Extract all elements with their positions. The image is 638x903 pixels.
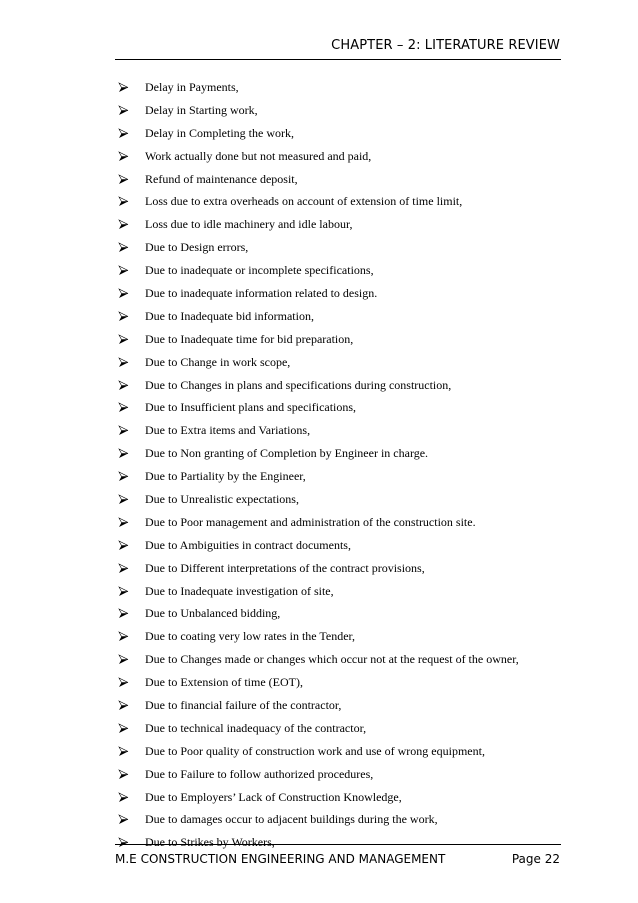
list-item-text: Due to Poor quality of construction work and use of wrong equipment, [145, 743, 485, 758]
list-item [118, 831, 568, 854]
header-divider [115, 59, 561, 60]
list-item [118, 557, 568, 580]
list-item-text: Due to Changes made or changes which occur not at the request of the owner, [145, 652, 519, 667]
arrow-bullet-icon [118, 288, 129, 299]
list-item [118, 328, 568, 351]
list-item-text: Due to Failure to follow authorized procedures, [145, 766, 374, 781]
list-item [118, 259, 568, 282]
list-item [118, 465, 568, 488]
list-item [118, 648, 568, 671]
list-item-text: Due to Design errors, [145, 240, 249, 255]
arrow-bullet-icon [118, 219, 129, 230]
list-item [118, 282, 568, 305]
arrow-bullet-icon [118, 174, 129, 185]
list-item-text: Due to coating very low rates in the Tender, [145, 629, 356, 644]
list-item [118, 99, 568, 122]
arrow-bullet-icon [118, 357, 129, 368]
list-item [118, 602, 568, 625]
list-item [118, 145, 568, 168]
bullet-list [118, 76, 568, 854]
list-item-text: Due to Inadequate investigation of site, [145, 583, 334, 598]
arrow-bullet-icon [118, 471, 129, 482]
list-item [118, 511, 568, 534]
list-item-text: Due to Employers’ Lack of Construction Knowledge, [145, 789, 402, 804]
arrow-bullet-icon [118, 723, 129, 734]
list-item-text: Due to Changes in plans and specifications during construction, [145, 377, 452, 392]
footer-course-title: M.E CONSTRUCTION ENGINEERING AND MANAGEMENT [115, 852, 446, 866]
arrow-bullet-icon [118, 82, 129, 93]
list-item [118, 351, 568, 374]
arrow-bullet-icon [118, 128, 129, 139]
list-item-text: Due to Strikes by Workers, [145, 835, 275, 850]
list-item [118, 374, 568, 397]
list-item-text: Due to technical inadequacy of the contractor, [145, 720, 367, 735]
list-item-text: Loss due to extra overheads on account of extension of time limit, [145, 194, 463, 209]
list-item [118, 122, 568, 145]
list-item [118, 717, 568, 740]
footer-divider [115, 844, 561, 845]
arrow-bullet-icon [118, 494, 129, 505]
list-item [118, 168, 568, 191]
list-item [118, 236, 568, 259]
list-item [118, 740, 568, 763]
arrow-bullet-icon [118, 837, 129, 848]
arrow-bullet-icon [118, 311, 129, 322]
list-item [118, 671, 568, 694]
list-item-text: Due to Inadequate time for bid preparation, [145, 331, 354, 346]
list-item-text: Delay in Completing the work, [145, 125, 294, 140]
list-item-text: Refund of maintenance deposit, [145, 171, 298, 186]
arrow-bullet-icon [118, 746, 129, 757]
list-item-text: Due to Insufficient plans and specifications, [145, 400, 357, 415]
list-item-text: Due to Change in work scope, [145, 354, 291, 369]
list-item [118, 694, 568, 717]
footer-page-number: Page 22 [511, 852, 560, 866]
list-item-text: Loss due to idle machinery and idle labour, [145, 217, 353, 232]
arrow-bullet-icon [118, 448, 129, 459]
list-item [118, 213, 568, 236]
list-item [118, 442, 568, 465]
list-item-text: Due to inadequate or incomplete specifications, [145, 263, 374, 278]
arrow-bullet-icon [118, 769, 129, 780]
arrow-bullet-icon [118, 792, 129, 803]
list-item-text: Due to Inadequate bid information, [145, 308, 314, 323]
list-item [118, 786, 568, 809]
arrow-bullet-icon [118, 265, 129, 276]
arrow-bullet-icon [118, 586, 129, 597]
list-item-text: Due to inadequate information related to design. [145, 285, 378, 300]
arrow-bullet-icon [118, 677, 129, 688]
arrow-bullet-icon [118, 654, 129, 665]
list-item-text: Delay in Starting work, [145, 102, 258, 117]
arrow-bullet-icon [118, 700, 129, 711]
list-item-text: Delay in Payments, [145, 79, 239, 94]
list-item [118, 625, 568, 648]
list-item-text: Due to Extra items and Variations, [145, 423, 311, 438]
list-item-text: Due to Extension of time (EOT), [145, 675, 303, 690]
list-item-text: Due to Different interpretations of the contract provisions, [145, 560, 425, 575]
list-item-text: Due to Unbalanced bidding, [145, 606, 281, 621]
list-item [118, 809, 568, 832]
list-item [118, 76, 568, 99]
list-item-text: Due to Unrealistic expectations, [145, 491, 299, 506]
arrow-bullet-icon [118, 631, 129, 642]
arrow-bullet-icon [118, 563, 129, 574]
list-item-text: Due to damages occur to adjacent buildings during the work, [145, 812, 438, 827]
arrow-bullet-icon [118, 540, 129, 551]
arrow-bullet-icon [118, 105, 129, 116]
arrow-bullet-icon [118, 608, 129, 619]
list-item [118, 305, 568, 328]
list-item [118, 488, 568, 511]
list-item [118, 419, 568, 442]
list-item-text: Due to financial failure of the contractor, [145, 697, 342, 712]
arrow-bullet-icon [118, 814, 129, 825]
arrow-bullet-icon [118, 334, 129, 345]
list-item [118, 396, 568, 419]
arrow-bullet-icon [118, 402, 129, 413]
arrow-bullet-icon [118, 242, 129, 253]
list-item-text: Due to Poor management and administration of the construction site. [145, 514, 476, 529]
arrow-bullet-icon [118, 380, 129, 391]
arrow-bullet-icon [118, 151, 129, 162]
list-item [118, 190, 568, 213]
list-item [118, 534, 568, 557]
arrow-bullet-icon [118, 517, 129, 528]
list-item [118, 580, 568, 603]
list-item-text: Due to Ambiguities in contract documents, [145, 537, 351, 552]
list-item-text: Due to Partiality by the Engineer, [145, 469, 306, 484]
page-header-title: CHAPTER – 2: LITERATURE REVIEW [331, 38, 560, 53]
arrow-bullet-icon [118, 425, 129, 436]
list-item-text: Due to Non granting of Completion by Engineer in charge. [145, 446, 429, 461]
list-item [118, 763, 568, 786]
list-item-text: Work actually done but not measured and paid, [145, 148, 372, 163]
arrow-bullet-icon [118, 196, 129, 207]
